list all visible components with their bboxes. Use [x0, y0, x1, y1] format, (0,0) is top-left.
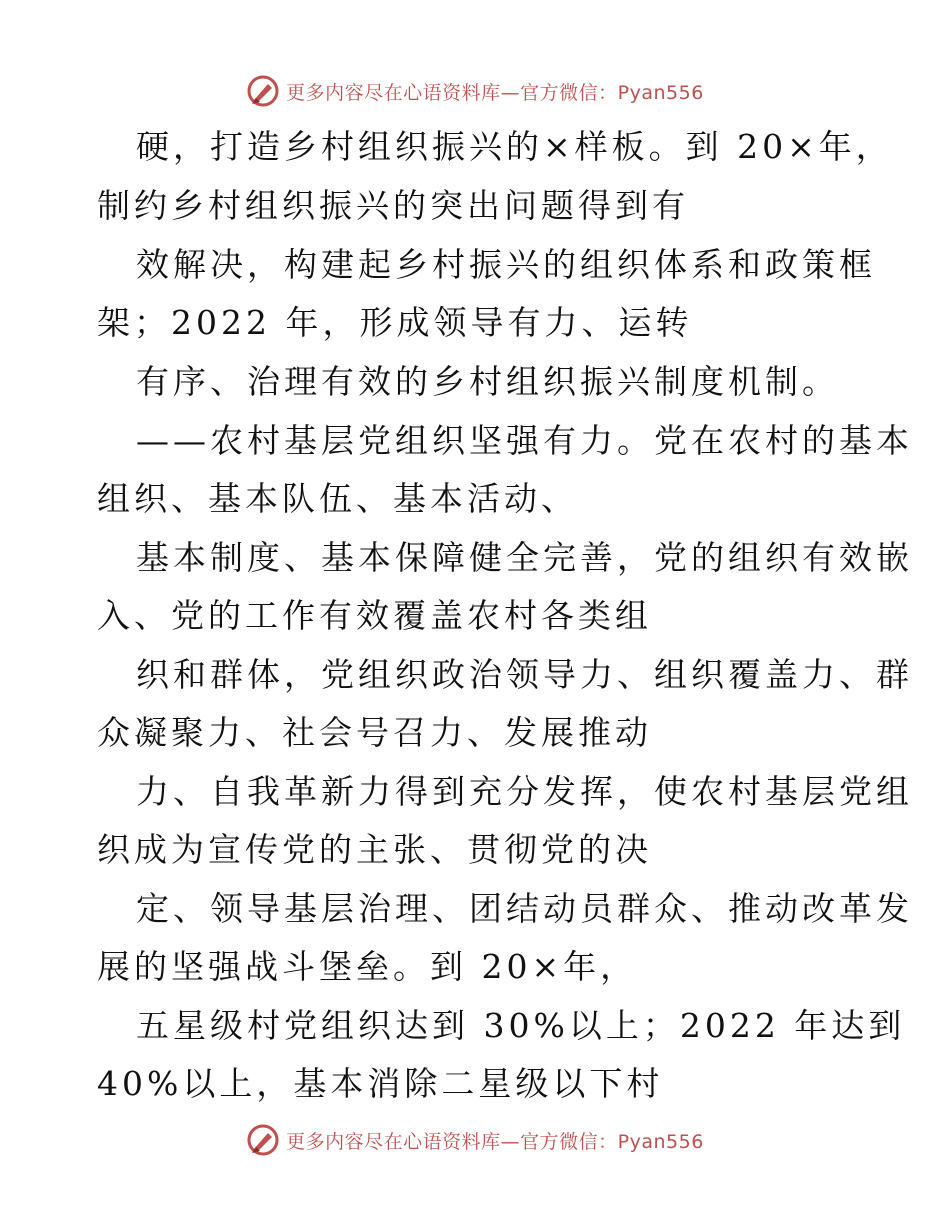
- pen-logo-icon: [246, 1123, 280, 1157]
- text-line: ——农村基层党组织坚强有力。党在农村的基本: [136, 421, 913, 460]
- text-line: 40%以上，基本消除二星级以下村: [97, 1064, 664, 1103]
- text-line: 定、领导基层治理、团结动员群众、推动改革发: [136, 889, 913, 928]
- text-line: 织和群体，党组织政治领导力、组织覆盖力、群: [136, 655, 913, 694]
- text-line: 五星级村党组织达到 30%以上；2022 年达到: [136, 1006, 906, 1045]
- text-line: 效解决，构建起乡村振兴的组织体系和政策框: [136, 245, 876, 284]
- watermark-text: 更多内容尽在心语资料库—官方微信：Pyan556: [286, 81, 704, 104]
- text-line: 架；2022 年，形成领导有力、运转: [97, 303, 693, 342]
- footer-watermark: [0, 1120, 950, 1160]
- text-line: 众凝聚力、社会号召力、发展推动: [97, 713, 652, 752]
- watermark-text: 更多内容尽在心语资料库—官方微信：Pyan556: [286, 1130, 704, 1153]
- text-line: 织成为宣传党的主张、贯彻党的决: [97, 830, 652, 869]
- text-line: 入、党的工作有效覆盖农村各类组: [97, 596, 652, 635]
- text-line: 基本制度、基本保障健全完善，党的组织有效嵌: [136, 538, 913, 577]
- text-line: 展的坚强战斗堡垒。到 20×年，: [97, 947, 638, 986]
- pen-logo-icon: [246, 74, 280, 108]
- text-line: 力、自我革新力得到充分发挥，使农村基层党组: [136, 772, 913, 811]
- text-line: 有序、治理有效的乡村组织振兴制度机制。: [136, 362, 839, 401]
- text-line: 组织、基本队伍、基本活动、: [97, 479, 578, 518]
- text-line: 硬，打造乡村组织振兴的×样板。到 20×年，: [136, 127, 893, 166]
- text-line: 制约乡村组织振兴的突出问题得到有: [97, 186, 689, 225]
- header-watermark: [0, 71, 950, 111]
